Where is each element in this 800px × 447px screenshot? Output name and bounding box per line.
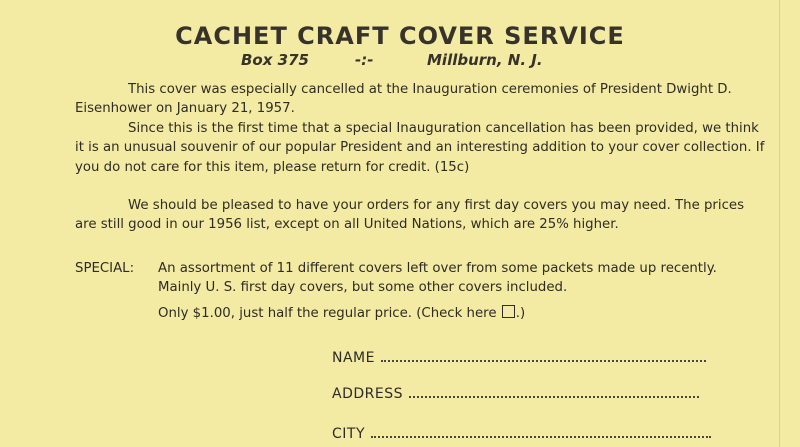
offer-text: Only $1.00, just half the regular price. (Check here <box>158 306 501 321</box>
order-checkbox[interactable] <box>502 305 515 318</box>
city-label: CITY <box>332 426 366 442</box>
name-label: NAME <box>332 350 375 366</box>
address-field-row <box>332 380 699 402</box>
orders-paragraph: We should be pleased to have your orders for any first day covers you may need. The prices are still good in our 1956 list, except on all United Nations, which are 25% higher. <box>75 198 745 233</box>
special-offer-text: An assortment of 11 different covers left over from some packets made up recently. Mainly U. S. first day covers, but some other covers included. <box>158 261 717 296</box>
special-label: SPECIAL: <box>75 261 135 276</box>
intro-paragraph: This cover was especially cancelled at the Inauguration ceremonies of President Dwight D. Eisenhower on January 21, 1957. <box>75 82 732 117</box>
name-field-row <box>332 344 706 366</box>
name-field[interactable] <box>381 360 706 362</box>
town-address: Millburn, N. J. <box>427 51 543 69</box>
offer-text-end: .) <box>515 306 526 321</box>
company-title: CACHET CRAFT COVER SERVICE <box>175 22 625 50</box>
city-field-row <box>332 420 711 442</box>
address-label: ADDRESS <box>332 386 403 402</box>
souvenir-paragraph: Since this is the first time that a special Inauguration cancellation has been provided, we think it is an unusual souvenir of our popular President and an interesting addition to your cover collection. If you do not care for this item, please return for credit. (15c) <box>75 121 765 175</box>
price-offer-line <box>158 304 525 323</box>
city-field[interactable] <box>371 436 711 438</box>
address-field[interactable] <box>409 396 699 398</box>
card-edge-divider <box>779 0 780 447</box>
header-separator: -:- <box>355 51 374 69</box>
box-number: Box 375 <box>241 51 309 69</box>
